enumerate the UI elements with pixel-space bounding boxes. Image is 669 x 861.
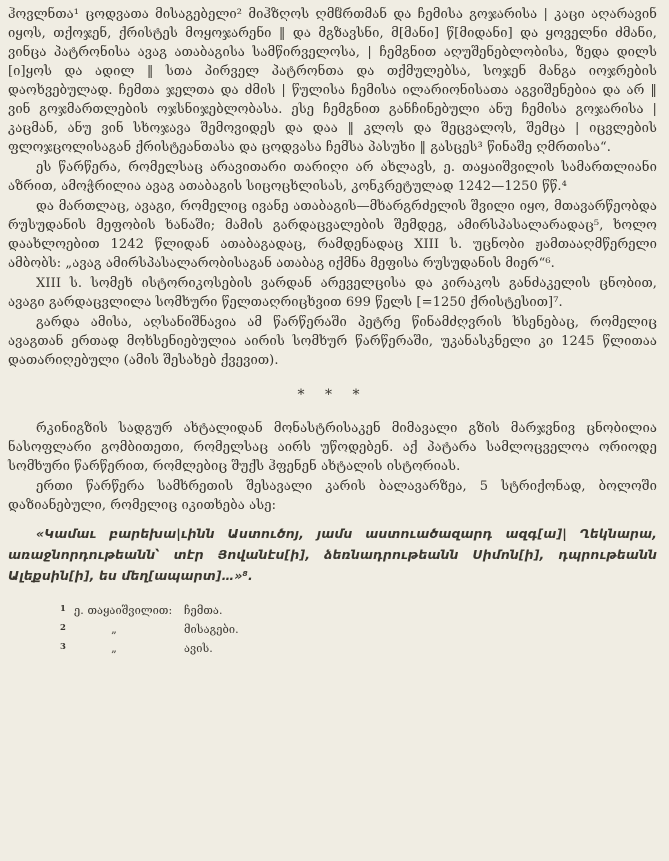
footnote-2 bbox=[8, 621, 657, 640]
footnotes-block bbox=[8, 602, 657, 659]
body-paragraph-petre-mention: გარდა ამისა, აღსანიშნავია ამ წარწერაში პეტრე წინამძღვრის ხსენებაც, რომელიც ავაგთან ერთად მოხსენიებულია აირის სომხურ წარწერაში, უკანასკნელი კი 1245 წლითაა დათარიღებული (ამის შესახებ ქვევით). bbox=[8, 315, 657, 368]
body-paragraph-akhtala-road: რკინიგზის სადგურ ახტალიდან მონასტრისაკენ მიმავალი გზის მარჯვნივ ცნობილია ნასოფლარი გომბითეთი, რომელსაც აირს უწოდებენ. აქ პატარა სამლოცველოა ორიოდე სომხური წარწერით, რომლებიც შუქს ჰფენენ ახტალის ისტორიას. bbox=[8, 421, 657, 474]
footnote-1 bbox=[8, 602, 657, 621]
body-paragraph-armenian-historians: XIII ს. სომეხ ისტორიკოსების ვარდან არეველცისა და კირაკოს განძაკელის ცნობით, ავაგი გარდაცვლილა სომხური წელთაღრიცხვით 699 წელს [=1250 ქრისტესით]⁷. bbox=[8, 276, 657, 310]
footnote-number: 2 bbox=[60, 623, 67, 633]
footnote-reading: მისაგები. bbox=[184, 623, 239, 636]
footnote-number: 3 bbox=[60, 642, 67, 652]
footnote-reading: ჩემთა. bbox=[184, 604, 223, 617]
body-paragraph-inscription-intro: ერთი წარწერა სამხრეთის შესავალი კარის ბალავარზეა, 5 სტრიქონად, ბოლოში დაზიანებული, რომელიც იკითხება ასე: bbox=[8, 479, 657, 513]
asterisk-section-separator: * * * bbox=[297, 387, 368, 403]
footnote-3 bbox=[8, 640, 657, 659]
body-paragraph-dating: ეს წარწერა, რომელსაც არავითარი თარიღი არ ახლავს, ე. თაყაიშვილის სამართლიანი აზრით, ამოჭრილია ავაგ ათაბაგის სიცოცხლისას, კონკრეტულად 1242—1250 წწ.⁴ bbox=[8, 160, 657, 194]
footnote-number: 1 bbox=[60, 604, 67, 614]
footnote-source: ე. თაყაიშვილით: bbox=[74, 604, 173, 617]
inscription-text-paragraph: ჰოვლნთა¹ ცოდვათა მისაგებელი² მიჰზღოს ღმჱრთმან და ჩემისა გოჯარისა | კაცი აღარავინ იყოს, თქოჯენ, ქრისტეს მოყოჯარენი ‖ და მგზავსნი, მ[მანი] წ[მიდანი] და ყოველნი ძმანი, ვინცა პატრონისა ავაგ ათაბაგისა სამწირველოსა, | ჩემგნით აღუშენებლობისა, ზედა დილს [ი]ყოს და ადილ ‖ სთა პირველ პატრონთა და თქმულებსა, სოჯენ მანგა იოჯრების დაოხვებულად. ჩემთა ჯელთა და ძმის | წულისა ჩემისა ილარიონისათა აგვიშენებია და არ ‖ ვინ გოჯმართლების ოჯსნიჯებლობასა. ესე ჩემგნით განჩინებული ანუ ჩემისა გოჯარისა | კაცმან, ანუ ვინ სხოჯავა შემოვიდეს და დაა ‖ კლოს და შეცვალოს, შემცა | იცვლების ფლოჯცოლისაგან ქრისტეანთასა და ცოდვასა ჩემსა პასუხი ‖ გასცეს³ წინაშე ღმრთისა“. bbox=[8, 7, 657, 155]
armenian-inscription-quote: «Կամաւ բարեխա|ւինն Աստուծոյ, յամս աստուածազարդ ազգ[ա]| Ղեկնարա, առաջնորդութեանն՝ տէր Յովանէս[ի], ձեռնադրութեանն Սիմոն[ի], դպրութեանն Ալեքսին[ի], ես մեղ[ապարտ]…»⁸. bbox=[8, 526, 657, 583]
footnote-ditto-mark: „ bbox=[111, 623, 117, 636]
body-paragraph-avag-history: და მართლაც, ავაგი, რომელიც ივანე ათაბაგის—მხარგრძელის შვილი იყო, მთავარწეობდა რუსუდანის მეფობის ხანაში; მამის გარდაცვალების შემდეგ, ამირსპასალარადაც⁵, ხოლო დაახლოებით 1242 წლიდან ათაბაგადაც, რამდენადაც XIII ს. უცნობი ჟამთააღმწერელი ამბობს: „ავაგ ამირსპასალარობისაგან ათაბაგ იქმნა მეფისა რუსუდანის მიერ“⁶. bbox=[8, 199, 657, 271]
footnote-reading: ავის. bbox=[184, 642, 213, 655]
footnote-ditto-mark: „ bbox=[111, 642, 117, 655]
